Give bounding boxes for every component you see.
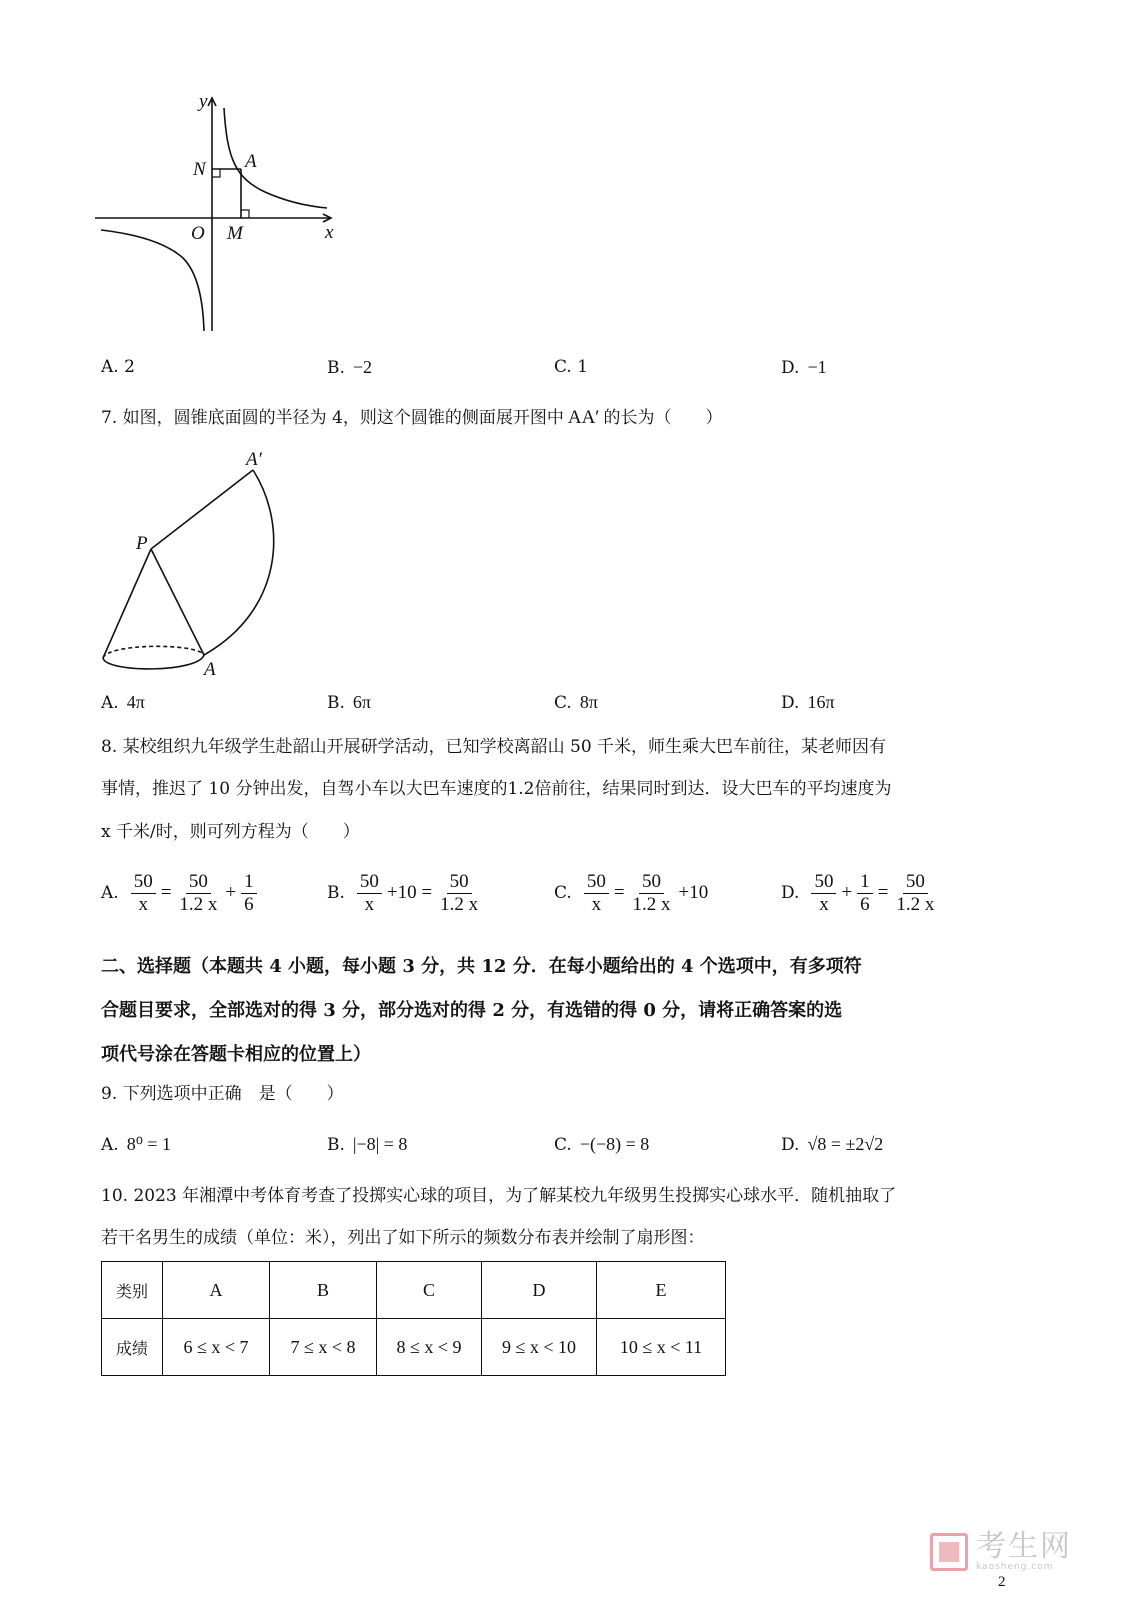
table-row (102, 1319, 726, 1376)
point-A-cone-label: A (204, 659, 216, 680)
q9-option-b[interactable]: B. |−8| = 8 (327, 1134, 408, 1155)
table-header-row (102, 1262, 726, 1319)
x-axis-label: x (325, 222, 334, 243)
question-10-line-2: 若干名男生的成绩（单位：米），列出了如下所示的频数分布表并绘制了扇形图： (101, 1228, 705, 1248)
question-7: 7. 如图，圆锥底面圆的半径为 4，则这个圆锥的侧面展开图中 AA′ 的长为（ ） (101, 407, 723, 428)
page-number: 2 (998, 1574, 1006, 1590)
section-2-heading-line-2: 合题目要求，全部选对的得 3 分，部分选对的得 2 分，有选错的得 0 分，请将正确答案的选 (101, 1000, 843, 1021)
arc-label: AA′ (567, 407, 600, 428)
table-cell: 8 ≤ x < 9 (377, 1319, 482, 1376)
frequency-table (101, 1261, 726, 1376)
question-8-line-2: 事情，推迟了 10 分钟出发，自驾小车以大巴车速度的1.2倍前往，结果同时到达．设大巴车的平均速度为 (101, 779, 892, 799)
point-N-label: N (193, 159, 206, 180)
question-8-line-3: x 千米/时，则可列方程为（ ） (101, 822, 360, 842)
table-cell: 9 ≤ x < 10 (482, 1319, 597, 1376)
question-10-line-1: 10. 2023 年湘潭中考体育考查了投掷实心球的项目，为了解某校九年级男生投掷实心球水平．随机抽取了 (101, 1186, 897, 1206)
origin-label: O (191, 223, 205, 244)
q7-option-a[interactable]: A. 4π (101, 692, 145, 713)
watermark-logo-icon (930, 1533, 968, 1571)
q7-option-d[interactable]: D. 16π (781, 692, 835, 713)
watermark-url: kaosheng.com (976, 1562, 1054, 1572)
q8-option-b[interactable]: B. $\frac{50}{x}$ +10 = $\frac{50}{1.2 x}$ (327, 871, 479, 915)
watermark (930, 1529, 1072, 1572)
q9-option-a[interactable]: A. 8⁰ = 1 (101, 1134, 172, 1155)
table-cell: 10 ≤ x < 11 (597, 1319, 726, 1376)
q6-option-c[interactable]: C. 1 (554, 357, 589, 377)
point-M-label: M (227, 223, 243, 244)
q6-option-b-value: −2 (352, 357, 373, 377)
section-2-heading-line-1: 二、选择题（本题共 4 小题，每小题 3 分，共 12 分．在每小题给出的 4 个选项中，有多项符 (101, 956, 862, 977)
table-cell: D (482, 1262, 597, 1319)
q6-option-a-value: 2 (124, 357, 135, 377)
q9-option-d[interactable]: D. √8 = ±2√2 (781, 1134, 884, 1155)
q6-option-d[interactable]: D. −1 (781, 357, 827, 378)
table-cell: E (597, 1262, 726, 1319)
point-A-label: A (245, 151, 257, 172)
table-cell: 类别 (102, 1262, 163, 1319)
section-2-heading-line-3: 项代号涂在答题卡相应的位置上） (101, 1044, 371, 1065)
hyperbola-figure (95, 88, 355, 338)
q7-option-c[interactable]: C. 8π (554, 692, 598, 713)
point-P-label: P (136, 533, 148, 554)
point-A-prime-label: A′ (246, 449, 262, 470)
table-cell: C (377, 1262, 482, 1319)
q8-option-c[interactable]: C. $\frac{50}{x}$ = $\frac{50}{1.2 x}$ +10 (554, 871, 709, 915)
q7-option-b[interactable]: B. 6π (327, 692, 371, 713)
table-cell: 6 ≤ x < 7 (163, 1319, 270, 1376)
watermark-text: 考生网 (976, 1529, 1072, 1564)
q6-option-b[interactable]: B. −2 (327, 357, 373, 378)
q9-option-c[interactable]: C. −(−8) = 8 (554, 1134, 650, 1155)
cone-figure (98, 445, 298, 685)
table-cell: B (270, 1262, 377, 1319)
q8-option-a[interactable]: A. $\frac{50}{x}$ = $\frac{50}{1.2 x}$ + $\frac{1}{6}$ (101, 871, 259, 916)
q6-option-d-value: −1 (807, 357, 827, 377)
question-9: 9. 下列选项中正确 是（ ） (101, 1084, 344, 1104)
question-8-line-1: 8. 某校组织九年级学生赴韶山开展研学活动，已知学校离韶山 50 千米，师生乘大巴车前往，某老师因有 (101, 737, 887, 757)
table-cell: 7 ≤ x < 8 (270, 1319, 377, 1376)
q6-option-c-value: 1 (577, 357, 589, 377)
q6-option-a[interactable]: A. 2 (101, 357, 135, 377)
table-cell: 成绩 (102, 1319, 163, 1376)
y-axis-label: y (199, 91, 208, 112)
q8-option-d[interactable]: D. $\frac{50}{x}$ + $\frac{1}{6}$ = $\frac{50}{1.2 x}$ (781, 871, 935, 915)
table-cell: A (163, 1262, 270, 1319)
